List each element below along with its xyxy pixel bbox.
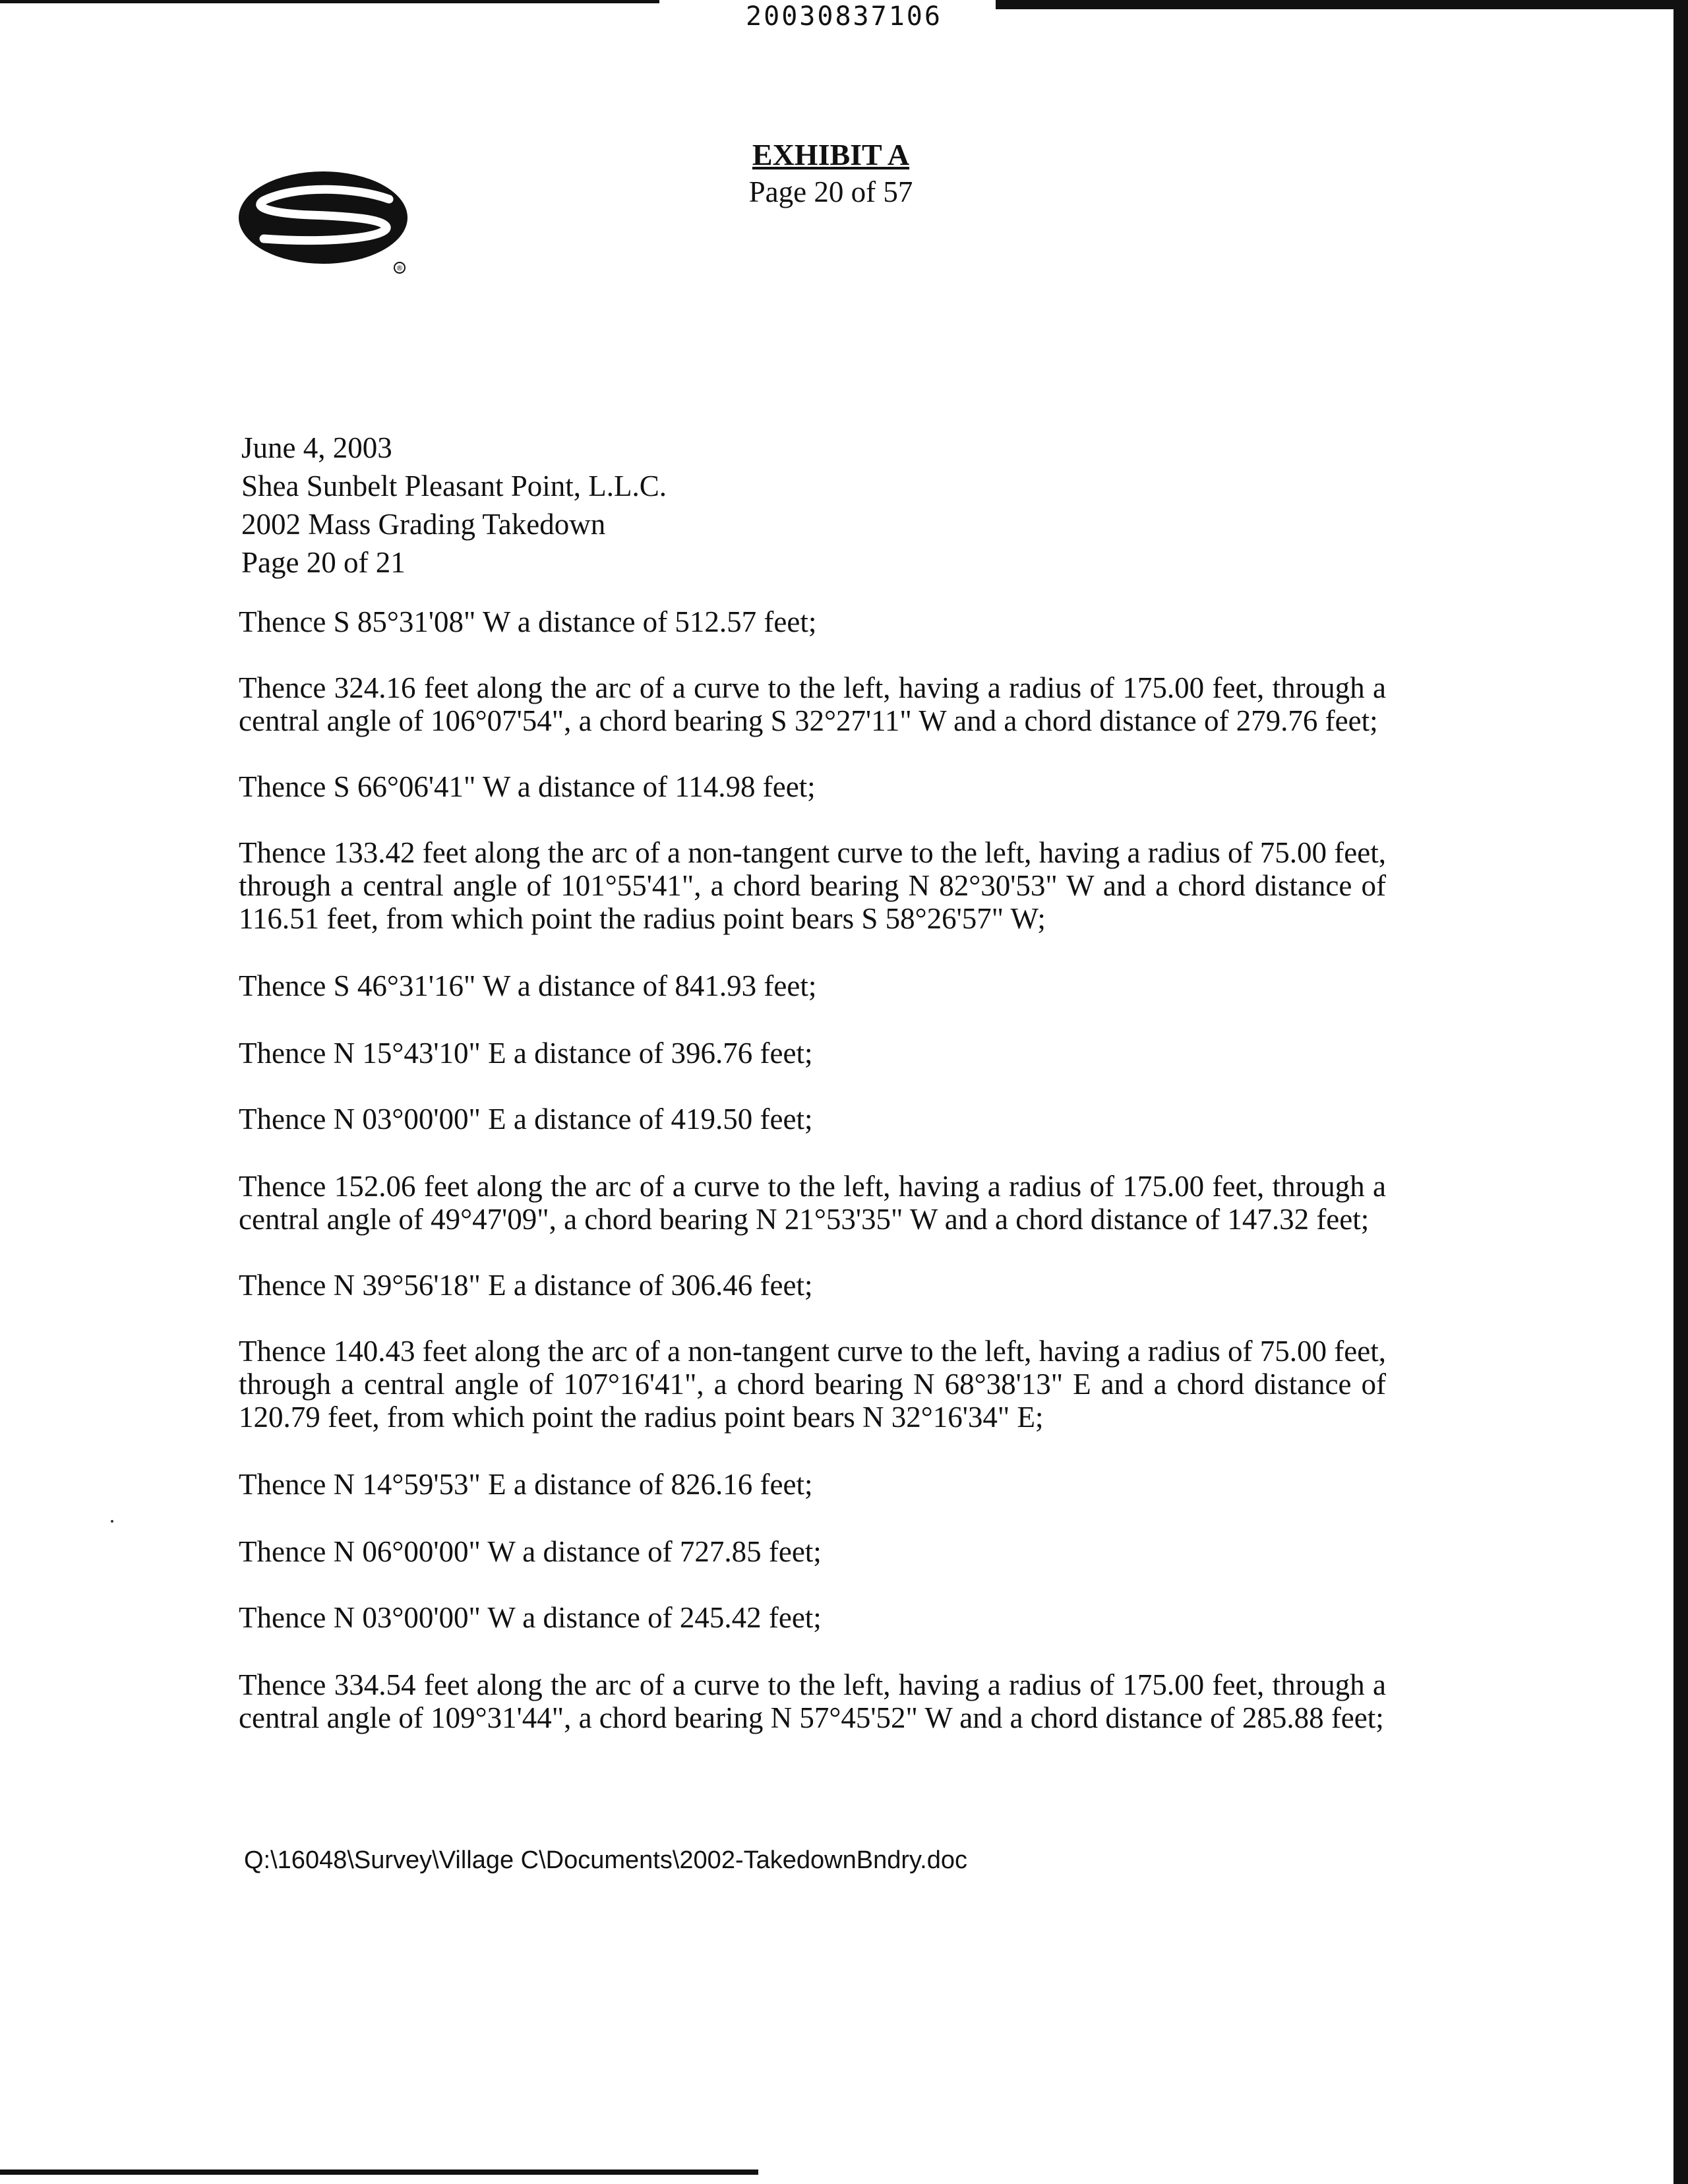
footer-file-path: Q:\16048\Survey\Village C\Documents\2002-TakedownBndry.doc xyxy=(244,1846,967,1874)
legal-description-paragraph: Thence N 03°00'00" W a distance of 245.42 feet; xyxy=(239,1601,822,1634)
legal-description-paragraph: Thence 133.42 feet along the arc of a non-tangent curve to the left, having a radius of 75.00 feet, through a central angle of 101°55'41", a chord bearing N 82°30'53" W and a chord distance of 116.51 feet, from which point the radius point bears S 58°26'57" W; xyxy=(239,836,1386,935)
legal-description-paragraph: Thence N 15°43'10" E a distance of 396.76 feet; xyxy=(239,1037,813,1070)
scan-border-top-right xyxy=(996,0,1688,9)
letter-header xyxy=(241,429,667,582)
exhibit-page-number: Page 20 of 57 xyxy=(748,175,913,208)
legal-description-paragraph: Thence N 03°00'00" E a distance of 419.50 feet; xyxy=(239,1103,813,1136)
legal-description-paragraph: Thence S 85°31'08" W a distance of 512.57 feet; xyxy=(239,605,817,638)
shea-s-logo-icon xyxy=(237,170,415,276)
legal-description-paragraph: Thence S 46°31'16" W a distance of 841.93 feet; xyxy=(239,969,817,1002)
exhibit-title: EXHIBIT A xyxy=(752,138,910,171)
legal-description-paragraph: Thence N 14°59'53" E a distance of 826.16 feet; xyxy=(239,1468,813,1501)
scan-border-bottom xyxy=(0,2169,758,2175)
legal-description-paragraph: Thence 334.54 feet along the arc of a curve to the left, having a radius of 175.00 feet, through a central angle of 109°31'44", a chord bearing N 57°45'52" W and a chord distance of 285.88 feet; xyxy=(239,1668,1386,1734)
registered-mark: ® xyxy=(396,264,404,272)
header-project: 2002 Mass Grading Takedown xyxy=(241,508,606,541)
scan-border-right xyxy=(1673,0,1688,2184)
legal-description-paragraph: Thence 152.06 feet along the arc of a curve to the left, having a radius of 175.00 feet, through a central angle of 49°47'09", a chord bearing N 21°53'35" W and a chord distance of 147.32 feet; xyxy=(239,1170,1386,1236)
scan-speck xyxy=(111,1520,113,1523)
legal-description-paragraph: Thence 140.43 feet along the arc of a non-tangent curve to the left, having a radius of 75.00 feet, through a central angle of 107°16'41", a chord bearing N 68°38'13" E and a chord distance of 120.79 feet, from which point the radius point bears N 32°16'34" E; xyxy=(239,1335,1386,1434)
scan-border-top-left xyxy=(0,0,659,3)
header-company: Shea Sunbelt Pleasant Point, L.L.C. xyxy=(241,470,667,502)
legal-description-paragraph: Thence S 66°06'41" W a distance of 114.98 feet; xyxy=(239,770,816,803)
header-page: Page 20 of 21 xyxy=(241,546,406,579)
header-date: June 4, 2003 xyxy=(241,431,392,464)
legal-description-paragraph: Thence N 06°00'00" W a distance of 727.85 feet; xyxy=(239,1535,822,1568)
recording-number: 20030837106 xyxy=(746,1,942,32)
legal-description-paragraph: Thence 324.16 feet along the arc of a curve to the left, having a radius of 175.00 feet, through a central angle of 106°07'54", a chord bearing S 32°27'11" W and a chord distance of 279.76 feet; xyxy=(239,671,1386,737)
legal-description-paragraph: Thence N 39°56'18" E a distance of 306.46 feet; xyxy=(239,1269,813,1302)
